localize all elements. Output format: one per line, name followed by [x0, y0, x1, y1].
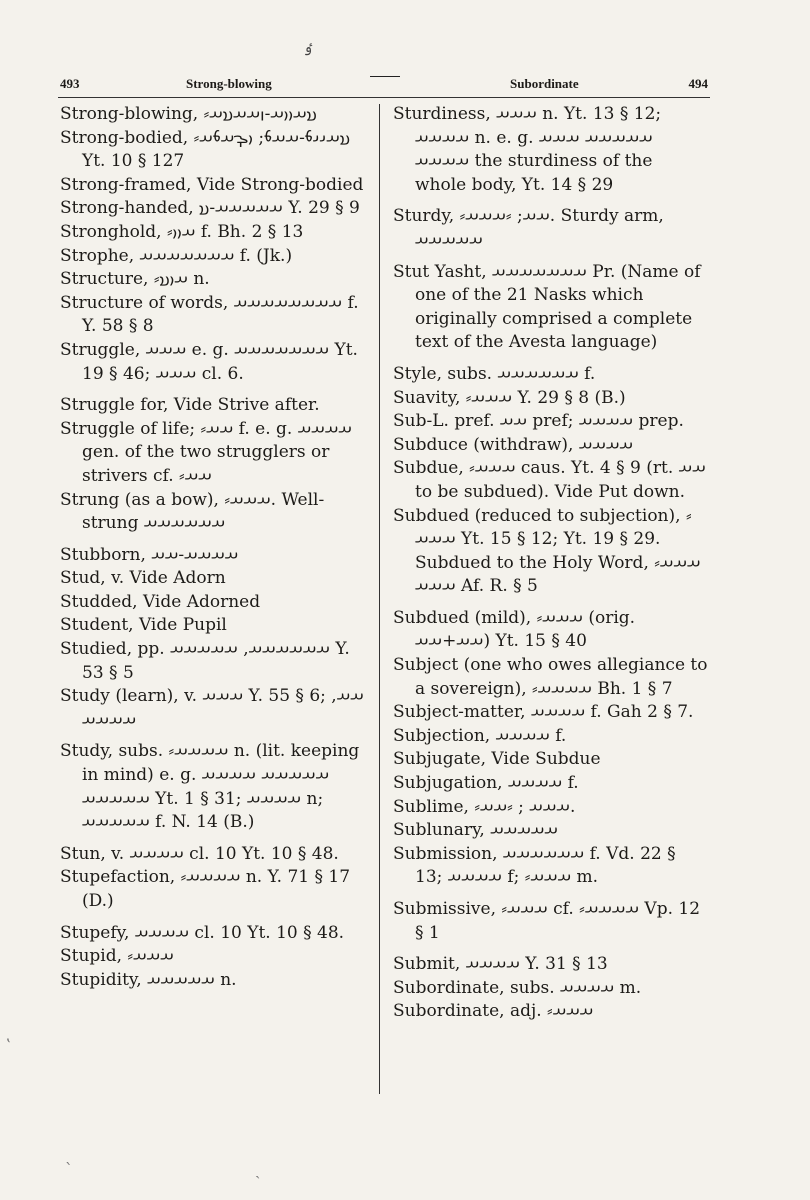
- margin-mark: ˏ: [255, 1160, 261, 1179]
- right-guide-word: Subordinate: [510, 76, 579, 91]
- dictionary-entry: Submission, 𐬀𐬀𐬀𐬀𐬀𐬀 f. Vd. 22 § 13; 𐬀𐬀𐬀𐬀 f; ⸗𐬀𐬀𐬀 m.: [393, 843, 676, 888]
- dictionary-entry: Study (learn), v. 𐬀𐬀𐬀 Y. 55 § 6; 𐬀𐬀, 𐬀𐬀𐬀𐬀: [60, 686, 364, 730]
- dictionary-entry: Subject-matter, 𐬀𐬀𐬀𐬀 f. Gah 2 § 7.: [393, 702, 694, 723]
- dictionary-entry: Submit, 𐬀𐬀𐬀𐬀 Y. 31 § 13: [393, 954, 608, 975]
- dictionary-entry: Stupefaction, ⸗𐬀𐬀𐬀𐬀 n. Y. 71 § 17 (D.): [60, 867, 351, 911]
- dictionary-entry: Suavity, ⸗𐬀𐬀𐬀 Y. 29 § 8 (B.): [393, 387, 626, 408]
- dictionary-entry: Subdued (reduced to subjection), ⸗𐬀𐬀𐬀 Yt. 15 § 12; Yt. 19 § 29. Subdued to the Holy Word, ⸗𐬀𐬀𐬀 𐬀𐬀𐬀 Af. R. § 5: [393, 505, 701, 597]
- dictionary-entry: Struggle, 𐬀𐬀𐬀 e. g. 𐬀𐬀𐬀𐬀𐬀𐬀𐬀 Yt. 19 § 46; 𐬀𐬀𐬀 cl. 6.: [60, 339, 358, 384]
- left-guide-word: Strong-blowing: [186, 76, 272, 91]
- dictionary-entry: Subduce (withdraw), 𐬀𐬀𐬀𐬀: [393, 434, 634, 455]
- dictionary-entry: Subject (one who owes allegiance to a sovereign), ⸗𐬀𐬀𐬀𐬀 Bh. 1 § 7: [393, 655, 708, 699]
- left-column: [60, 103, 372, 992]
- header-rule: [58, 97, 710, 98]
- dictionary-entry: Stud, v. Vide Adorn: [60, 568, 226, 589]
- dictionary-entry: Subjugate, Vide Subdue: [393, 749, 601, 770]
- dictionary-entry: Subjugation, 𐬀𐬀𐬀𐬀 f.: [393, 773, 579, 794]
- dictionary-entry: Sublunary, 𐬀𐬀𐬀𐬀𐬀: [393, 820, 558, 841]
- dictionary-entry: Strung (as a bow), ⸗𐬀𐬀𐬀. Well-strung 𐬀𐬀𐬀𐬀𐬀𐬀: [60, 489, 325, 534]
- dictionary-entry: Struggle of life; ⸗𐬀𐬀 f. e. g. 𐬀𐬀𐬀𐬀 gen. of the two strugglers or strivers cf. ⸗𐬀𐬀: [60, 418, 352, 486]
- dictionary-entry: Strong-handed, 𐬀𐬀𐬀𐬀𐬀-𐬯 Y. 29 § 9: [60, 198, 360, 219]
- dictionary-entry: Strong-blowing, ⸗𐬯𐬀𐬎𐬎𐬀-𐬥𐬀𐬀𐬯𐬀: [60, 104, 317, 124]
- dictionary-entry: Studied, pp. 𐬀𐬀𐬀𐬀𐬀𐬀, 𐬀𐬀𐬀𐬀𐬀 Y. 53 § 5: [60, 639, 350, 683]
- dictionary-entry: Subjection, 𐬀𐬀𐬀𐬀 f.: [393, 725, 567, 746]
- running-header: [60, 76, 708, 96]
- dictionary-entry: Submissive, ⸗𐬀𐬀𐬀 cf. ⸗𐬀𐬀𐬀𐬀 Vp. 12 § 1: [393, 899, 701, 943]
- dictionary-entry: Style, subs. 𐬀𐬀𐬀𐬀𐬀𐬀 f.: [393, 363, 596, 384]
- dictionary-entry: Subordinate, adj. ⸗𐬀𐬀𐬀: [393, 1001, 594, 1022]
- dictionary-entry: Structure, ⸗𐬀𐬎𐬯 n.: [60, 269, 210, 290]
- dictionary-entry: Stupidity, 𐬀𐬀𐬀𐬀𐬀 n.: [60, 969, 237, 990]
- dictionary-entry: Studded, Vide Adorned: [60, 591, 261, 612]
- column-divider: [379, 104, 380, 1094]
- page-top-mark: ٶ: [304, 40, 313, 56]
- dictionary-entry: Student, Vide Pupil: [60, 615, 227, 636]
- dictionary-entry: Strong-framed, Vide Strong-bodied: [60, 174, 364, 195]
- dictionary-entry: Stun, v. 𐬀𐬀𐬀𐬀 cl. 10 Yt. 10 § 48.: [60, 843, 339, 864]
- dictionary-entry: Strong-bodied, ⸗𐬯𐬀𐬌𐬌𐬨-𐬀𐬀𐬨; 𐬎𐬋𐬀𐬨𐬀 Yt. 10 § 127: [60, 127, 351, 172]
- dictionary-entry: Stut Yasht, 𐬀𐬀𐬀𐬀𐬀𐬀𐬀 Pr. (Name of one of the 21 Nasks which originally comprised a complete text of the Avesta language): [393, 261, 701, 353]
- dictionary-entry: Sublime, ⸗𐬀𐬀𐬀 ; ⸗𐬀𐬀.: [393, 796, 576, 817]
- margin-mark: ˋ: [65, 1160, 73, 1179]
- right-page-number: 494: [688, 76, 708, 91]
- dictionary-entry: Subdue, ⸗𐬀𐬀𐬀 caus. Yt. 4 § 9 (rt. 𐬀𐬀 to be subdued). Vide Put down.: [393, 458, 706, 502]
- margin-mark: ‛: [6, 1035, 12, 1054]
- dictionary-entry: Subordinate, subs. 𐬀𐬀𐬀𐬀 m.: [393, 977, 642, 998]
- dictionary-entry: Stronghold, ⸗𐬀𐬎𐬎 f. Bh. 2 § 13: [60, 221, 304, 242]
- left-page-number: 493: [60, 76, 80, 91]
- dictionary-entry: Sturdiness, 𐬀𐬀𐬀 n. Yt. 13 § 12; 𐬀𐬀𐬀𐬀 n. e. g. 𐬀𐬀𐬀𐬀𐬀 𐬀𐬀𐬀 𐬀𐬀𐬀𐬀 the sturdiness of the whole body, Yt. 14 § 29: [393, 104, 662, 195]
- dictionary-entry: Stupefy, 𐬀𐬀𐬀𐬀 cl. 10 Yt. 10 § 48.: [60, 922, 345, 943]
- dictionary-entry: Sub-L. pref. 𐬀𐬀 pref; 𐬀𐬀𐬀𐬀 prep.: [393, 411, 684, 432]
- dictionary-entry: Subdued (mild), ⸗𐬀𐬀𐬀 (orig. 𐬀𐬀+𐬀𐬀) Yt. 15 § 40: [393, 607, 636, 652]
- dictionary-entry: Study, subs. ⸗𐬀𐬀𐬀𐬀 n. (lit. keeping in mind) e. g. 𐬀𐬀𐬀𐬀𐬀 𐬀𐬀𐬀𐬀 𐬀𐬀𐬀𐬀𐬀 Yt. 1 § 31; 𐬀𐬀𐬀𐬀 n; 𐬀𐬀𐬀𐬀𐬀 f. N. 14 (B.): [60, 741, 360, 833]
- right-column: [393, 103, 708, 1024]
- dictionary-entry: Stupid, ⸗𐬀𐬀𐬀: [60, 946, 174, 967]
- dictionary-entry: Structure of words, 𐬀𐬀𐬀𐬀𐬀𐬀𐬀𐬀 f. Y. 58 § 8: [60, 292, 359, 337]
- dictionary-entry: Strophe, 𐬀𐬀𐬀𐬀𐬀𐬀𐬀 f. (Jk.): [60, 245, 293, 266]
- dictionary-entry: Struggle for, Vide Strive after.: [60, 395, 320, 416]
- dictionary-entry: Stubborn, 𐬀𐬀𐬀𐬀-𐬀𐬀: [60, 544, 239, 565]
- dictionary-entry: Sturdy, ⸗𐬀𐬀; ⸗𐬀𐬀𐬀. Sturdy arm, 𐬀𐬀𐬀𐬀𐬀: [393, 206, 664, 250]
- header-dash: [370, 76, 400, 77]
